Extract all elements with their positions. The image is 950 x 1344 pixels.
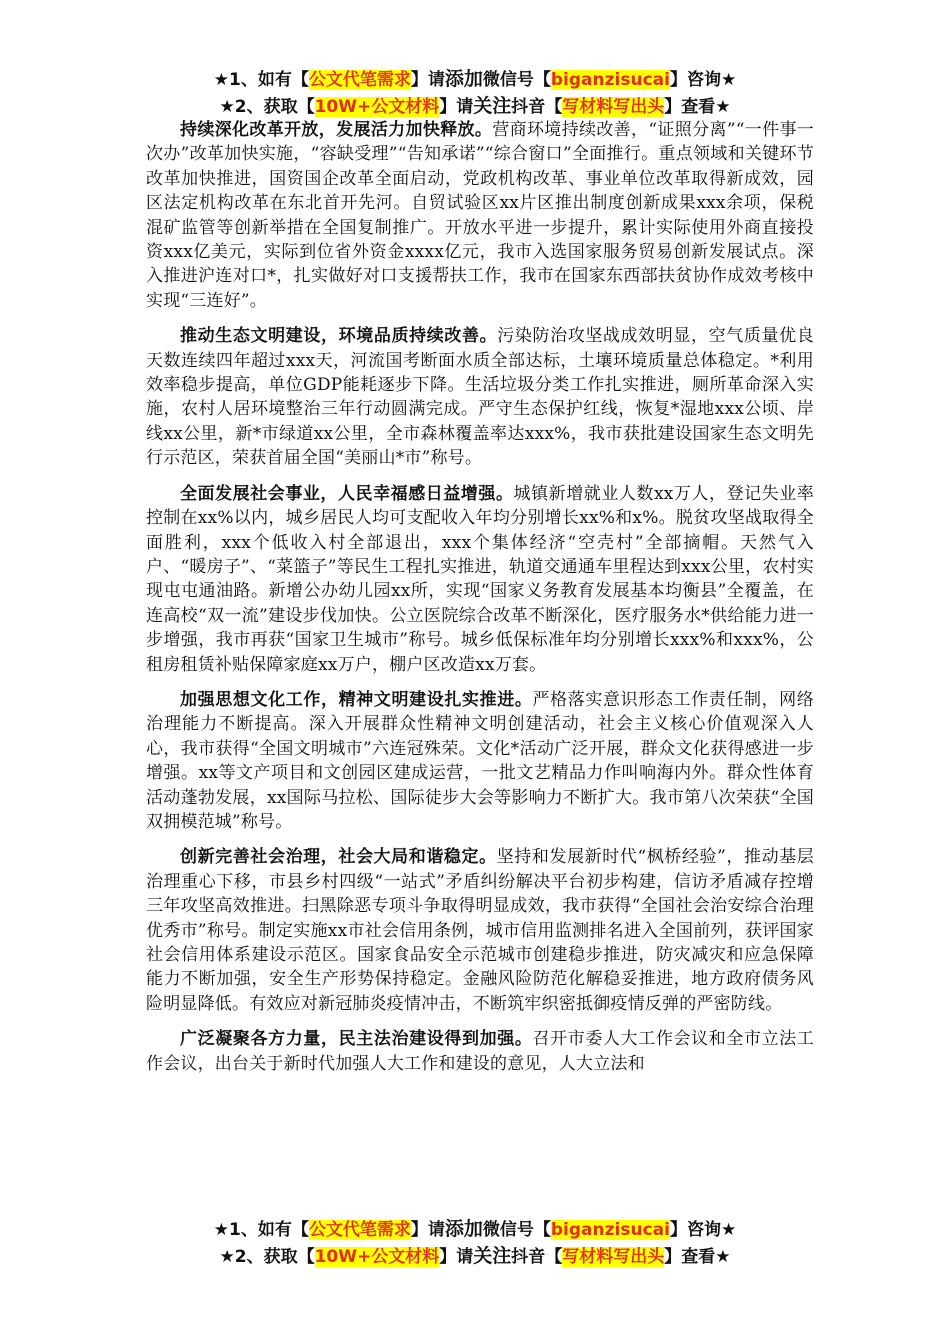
paragraph-lead: 推动生态文明建设，环境品质持续改善。	[180, 326, 498, 347]
document-body	[146, 118, 814, 1087]
footer-promo-banner	[0, 1216, 950, 1270]
paragraph-text: 召开市委人大工作会议和全市立法工作会议，出台关于新时代加强人大工作和建设的意见，人大立法和	[146, 1029, 815, 1074]
highlight-ghostwriting: 公文代笔需求	[308, 70, 411, 90]
promo-line-2: ★2、获取【10W+公文材料】请关注抖音【写材料写出头】查看★	[219, 1245, 731, 1267]
paragraph-text: 严格落实意识形态工作责任制，网络治理能力不断提高。深入开展群众性精神文明创建活动，社会主义核心价值观深入人心，我市获得“全国文明城市”六连冠殊荣。文化*活动广泛开展，群众文化获得感进一步增强。xx等文产项目和文创园区建成运营，一批文艺精品力作叫响海内外。群众性体育活动蓬勃发展，xx国际马拉松、国际徒步大会等影响力不断扩大。我市第八次荣获“全国双拥模范城”称号。	[146, 689, 815, 832]
paragraph-lead: 持续深化改革开放，发展活力加快释放。	[180, 120, 493, 140]
paragraph-ecology	[146, 324, 814, 470]
paragraph-lead: 全面发展社会事业，人民幸福感日益增强。	[180, 483, 514, 504]
highlight-materials: 10W+公文材料	[314, 97, 440, 117]
paragraph-text: 污染防治攻坚战成效明显，空气质量优良天数连续四年超过xxx天，河流国考断面水质全部达标，土壤环境质量总体稳定。*利用效率稳步提高，单位GDP能耗逐步下降。生活垃圾分类工作扎实推进，厕所革命深入实施，农村人居环境整治三年行动圆满完成。严守生态保护红线，恢复*湿地xxx公顷、岸线xx公里，新*市绿道xx公里，全市森林覆盖率达xxx%，我市获批建设国家生态文明先行示范区，荣获首届全国“美丽山*市”称号。	[146, 326, 814, 469]
highlight-douyin-account: 写材料写出头	[562, 97, 665, 117]
paragraph-democracy-law	[146, 1027, 814, 1076]
paragraph-text: 城镇新增就业人数xx万人，登记失业率控制在xx%以内，城乡居民人均可支配收入年均分别增长xx%和x%。脱贫攻坚战取得全面胜利，xxx个低收入村全部退出，xxx个集体经济“空壳村”全部摘帽。天然气入户、“暖房子”、“菜篮子”等民生工程扎实推进，轨道交通通车里程达到xxx公里，农村实现屯屯通油路。新增公办幼儿园xx所，实现“国家义务教育发展基本均衡县”全覆盖，在连高校“双一流”建设步伐加快。公立医院综合改革不断深化，医疗服务水*供给能力进一步增强，我市再获“国家卫生城市”称号。城乡低保标准年均分别增长xxx%和xxx%，公租房租赁补贴保障家庭xx万户，棚户区改造xx万套。	[146, 483, 814, 675]
highlight-materials: 10W+公文材料	[314, 1247, 440, 1267]
paragraph-text: 坚持和发展新时代“枫桥经验”，推动基层治理重心下移，市县乡村四级“一站式”矛盾纠纷解决平台初步构建，信访矛盾减存控增三年攻坚高效推进。扫黑除恶专项斗争取得明显成效，我市获得“全国社会治安综合治理优秀市”称号。制定实施xx市社会信用条例，城市信用监测排名进入全国前列，获评国家社会信用体系建设示范区。国家食品安全示范城市创建稳步推进，防灾减灾和应急保障能力不断加强，安全生产形势保持稳定。金融风险防范化解稳妥推进，地方政府债务风险明显降低。有效应对新冠肺炎疫情冲击，不断筑牢织密抵御疫情反弹的严密防线。	[146, 847, 814, 1014]
highlight-douyin-account: 写材料写出头	[562, 1247, 665, 1267]
highlight-wechat-id: biganzisucai	[550, 1220, 670, 1240]
header-promo-banner	[0, 66, 950, 120]
paragraph-lead: 创新完善社会治理，社会大局和谐稳定。	[180, 847, 497, 868]
paragraph-culture	[146, 688, 814, 834]
paragraph-lead: 加强思想文化工作，精神文明建设扎实推进。	[180, 689, 533, 710]
paragraph-reform-opening	[146, 118, 814, 313]
paragraph-social-affairs	[146, 482, 814, 677]
promo-line-2: ★2、获取【10W+公文材料】请关注抖音【写材料写出头】查看★	[219, 95, 731, 117]
paragraph-social-governance	[146, 845, 814, 1016]
highlight-wechat-id: biganzisucai	[550, 70, 670, 90]
promo-line-1: ★1、如有【公文代笔需求】请添加微信号【biganzisucai】咨询★	[213, 1218, 737, 1240]
highlight-ghostwriting: 公文代笔需求	[308, 1220, 411, 1240]
promo-line-1: ★1、如有【公文代笔需求】请添加微信号【biganzisucai】咨询★	[213, 68, 737, 90]
paragraph-text: 营商环境持续改善，“证照分离”“一件事一次办”改革加快实施，“容缺受理”“告知承诺”“综合窗口”全面推行。重点领域和关键环节改革加快推进，国资国企改革全面启动，党政机构改革、事业单位改革取得新成效，园区法定机构改革在东北首开先河。自贸试验区xx片区推出制度创新成果xxx余项，保税混矿监管等创新举措在全国复制推广。开放水平进一步提升，累计实际使用外商直接投资xxx亿美元，实际到位省外资金xxxx亿元，我市入选国家服务贸易创新发展试点。深入推进沪连对口*，扎实做好对口支援帮扶工作，我市在国家东西部扶贫协作成效考核中实现“三连好”。	[146, 120, 814, 311]
paragraph-lead: 广泛凝聚各方力量，民主法治建设得到加强。	[180, 1029, 533, 1050]
